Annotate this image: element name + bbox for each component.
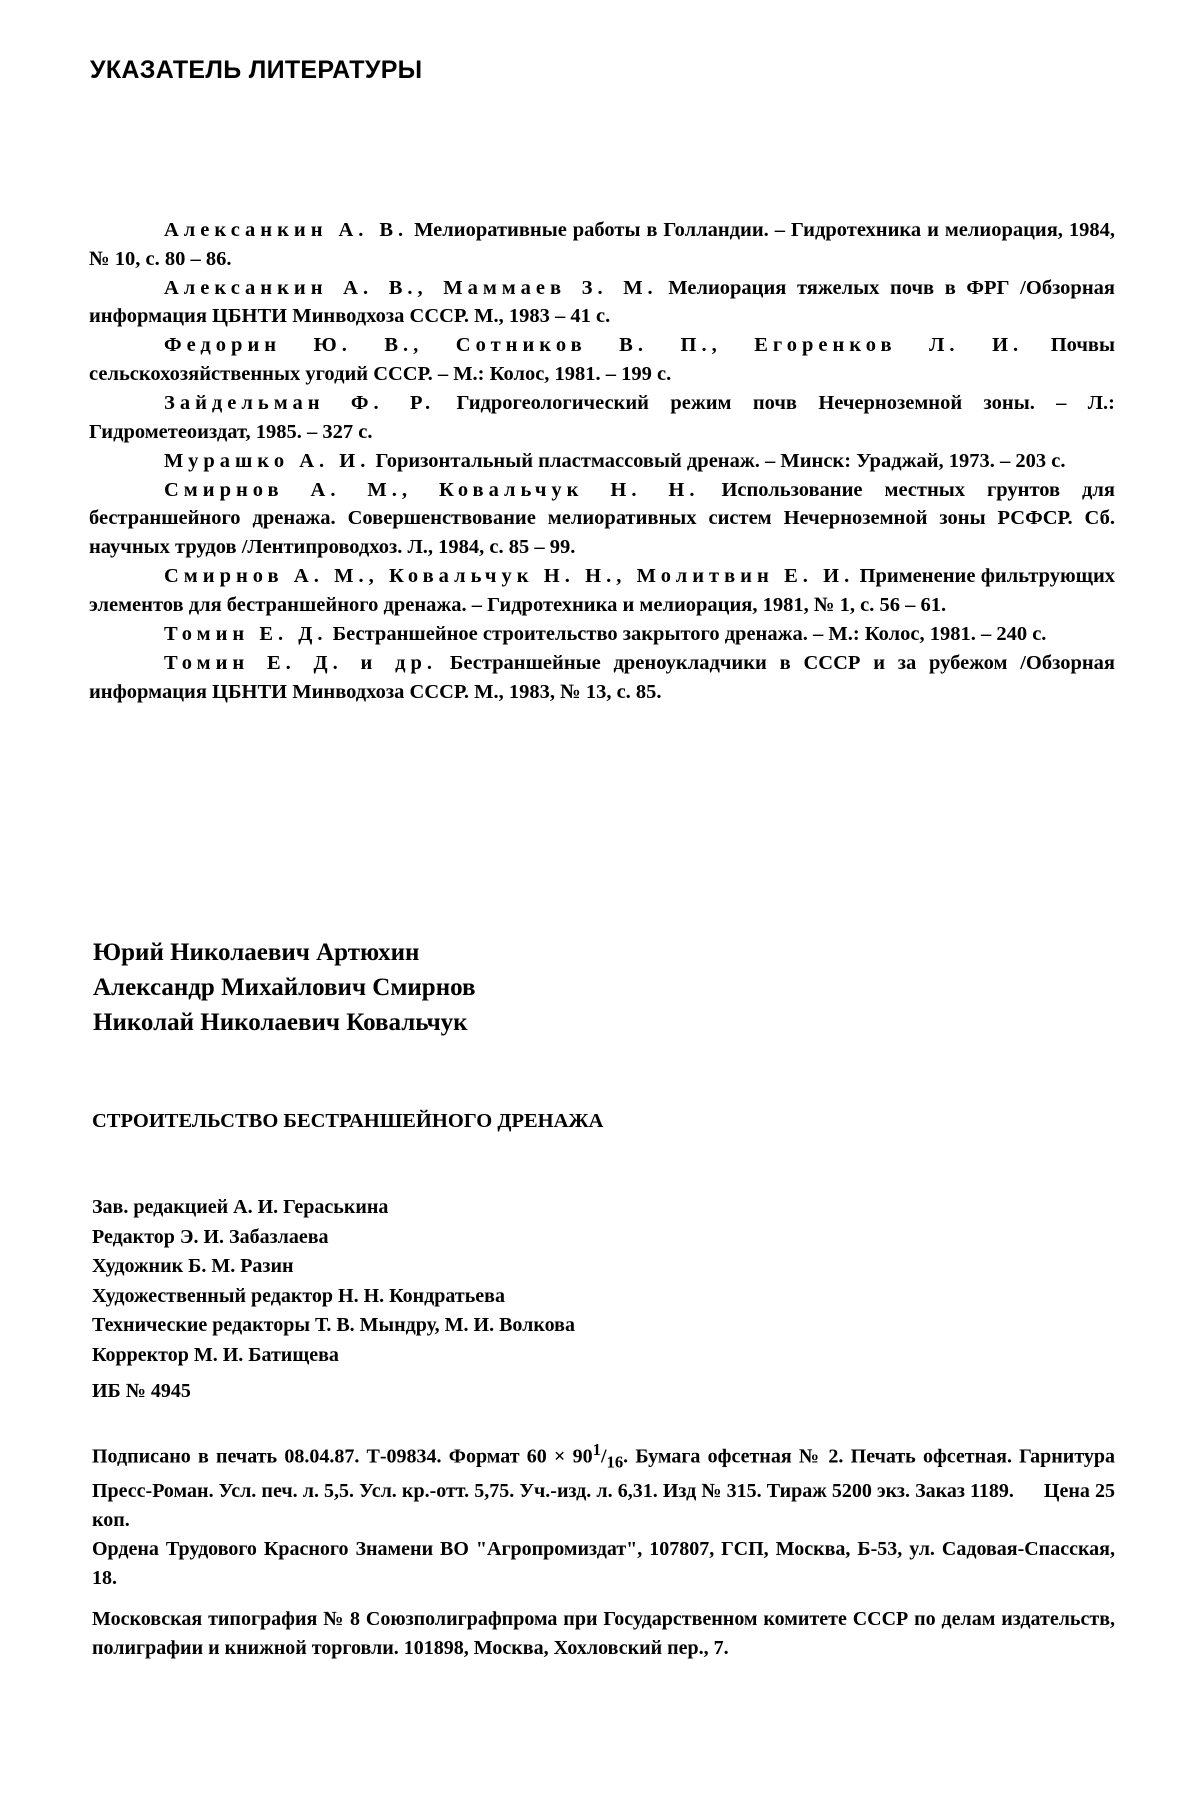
reference-text: Гидрогеологический режим почв Нечерноземной зоны. – Л.: Гидрометеоиздат, 1985. – 327 с.	[89, 392, 1115, 443]
book-authors	[93, 935, 993, 1040]
reference-item	[89, 447, 1115, 476]
reference-text: Почвы сельскохозяйственных угодий СССР. – М.: Колос, 1981. – 199 с.	[89, 334, 1116, 385]
reference-text: Бестраншейные дреноукладчики в СССР и за рубежом /Обзорная информация ЦБНТИ Минводхоза СССР. М., 1983, № 13, с. 85.	[89, 651, 1116, 703]
reference-item	[89, 476, 1115, 562]
reference-author: Томин Е. Д.	[164, 622, 328, 645]
print-details: Подписано в печать 08.04.87. Т-09834. Формат $60 \times 90^1/_{16}$. Бумага офсетная № 2. Печать офсетная. Гарнитура Пресс-Роман. Усл. печ. л. 5,5. Усл. кр.-отт. 5,75. Уч.-изд. л. 6,31. Изд № 315. Тираж 5200 экз. Заказ 1189. Цена 25 коп.	[92, 1440, 1115, 1531]
reference-author: Федорин Ю. В., Сотников В. П., Егоренков Л. И.	[164, 334, 1024, 357]
staff-line: Технические редакторы Т. В. Мындру, М. И. Волкова	[92, 1314, 575, 1336]
staff-line: Корректор М. И. Батищева	[92, 1343, 339, 1366]
reference-author: Зайдельман Ф. Р.	[164, 392, 436, 415]
bibliography-list	[89, 216, 1115, 707]
typography-info: Московская типография № 8 Союзполиграфпрома при Государственном комитете СССР по делам издательств, полиграфии и книжной торговли. 101898, Москва, Хохловский пер., 7.	[92, 1608, 1115, 1659]
price: Цена 25 коп.	[92, 1480, 1115, 1531]
reference-author: Смирнов А. М., Ковальчук Н. Н., Молитвин Е. И.	[164, 565, 855, 588]
bibliography-heading: УКАЗАТЕЛЬ ЛИТЕРАТУРЫ	[90, 56, 423, 84]
print-signed: Подписано в печать 08.04.87. Т-09834. Формат 60 × 90	[92, 1445, 593, 1468]
reference-author: Алексанкин А. В., Маммаев З. М.	[164, 276, 658, 299]
reference-item	[89, 649, 1115, 706]
reference-item	[89, 389, 1115, 446]
print-details-rest: . Бумага офсетная № 2. Печать офсетная. Гарнитура Пресс-Роман. Усл. печ. л. 5,5. Усл. кр.-отт. 5,75. Уч.-изд. л. 6,31. Изд № 315. Тираж 5200 экз. Заказ 1189.	[92, 1445, 1115, 1503]
format-sub: 16	[606, 1452, 624, 1472]
reference-item	[89, 216, 1115, 273]
reference-author: Мурашко А. И.	[164, 449, 371, 472]
reference-text: Бестраншейное строительство закрытого дренажа. – М.: Колос, 1981. – 240 с.	[332, 622, 1047, 645]
staff-line: Редактор Э. И. Забазлаева	[92, 1225, 329, 1248]
book-title: СТРОИТЕЛЬСТВО БЕСТРАНШЕЙНОГО ДРЕНАЖА	[92, 1110, 604, 1132]
author-name: Александр Михайлович Смирнов	[93, 974, 476, 1001]
reference-item	[89, 274, 1115, 331]
reference-item	[89, 620, 1115, 649]
author-name: Николай Николаевич Ковальчук	[93, 1009, 468, 1036]
reference-author: Томин Е. Д. и др.	[164, 651, 438, 674]
reference-text: Мелиорация тяжелых почв в ФРГ /Обзорная информация ЦБНТИ Минводхоза СССР. М., 1983 – 41 с.	[89, 276, 1115, 328]
reference-author: Алексанкин А. В.	[164, 219, 409, 241]
reference-text: Мелиоративные работы в Голландии. – Гидротехника и мелиорация, 1984, № 10, с. 80 – 86.	[89, 219, 1115, 270]
reference-text: Применение фильтрующих элементов для бестраншейного дренажа. – Гидротехника и мелиорация, 1981, № 1, с. 56 – 61.	[89, 565, 1116, 616]
staff-line: Зав. редакцией А. И. Гераськина	[92, 1196, 389, 1218]
reference-text: Использование местных грунтов для бестраншейного дренажа. Совершенствование мелиоративных систем Нечерноземной зоны РСФСР. Сб. научных трудов /Лентипроводхоз. Л., 1984, с. 85 – 99.	[89, 478, 1115, 559]
reference-item	[89, 331, 1115, 388]
staff-line: Художественный редактор Н. Н. Кондратьева	[92, 1284, 505, 1307]
author-name: Юрий Николаевич Артюхин	[93, 939, 420, 966]
reference-item	[89, 562, 1115, 619]
editorial-staff	[92, 1193, 992, 1370]
reference-author: Смирнов А. М., Ковальчук Н. Н.	[164, 478, 700, 501]
format-sup: 1	[592, 1440, 601, 1459]
ib-number: ИБ № 4945	[92, 1380, 191, 1402]
staff-line: Художник Б. М. Разин	[92, 1255, 294, 1277]
reference-text: Горизонтальный пластмассовый дренаж. – Минск: Ураджай, 1973. – 203 с.	[375, 449, 1066, 472]
publisher-info: Ордена Трудового Красного Знамени ВО "Агропромиздат", 107807, ГСП, Москва, Б-53, ул. Садовая-Спасская, 18.	[92, 1538, 1115, 1589]
